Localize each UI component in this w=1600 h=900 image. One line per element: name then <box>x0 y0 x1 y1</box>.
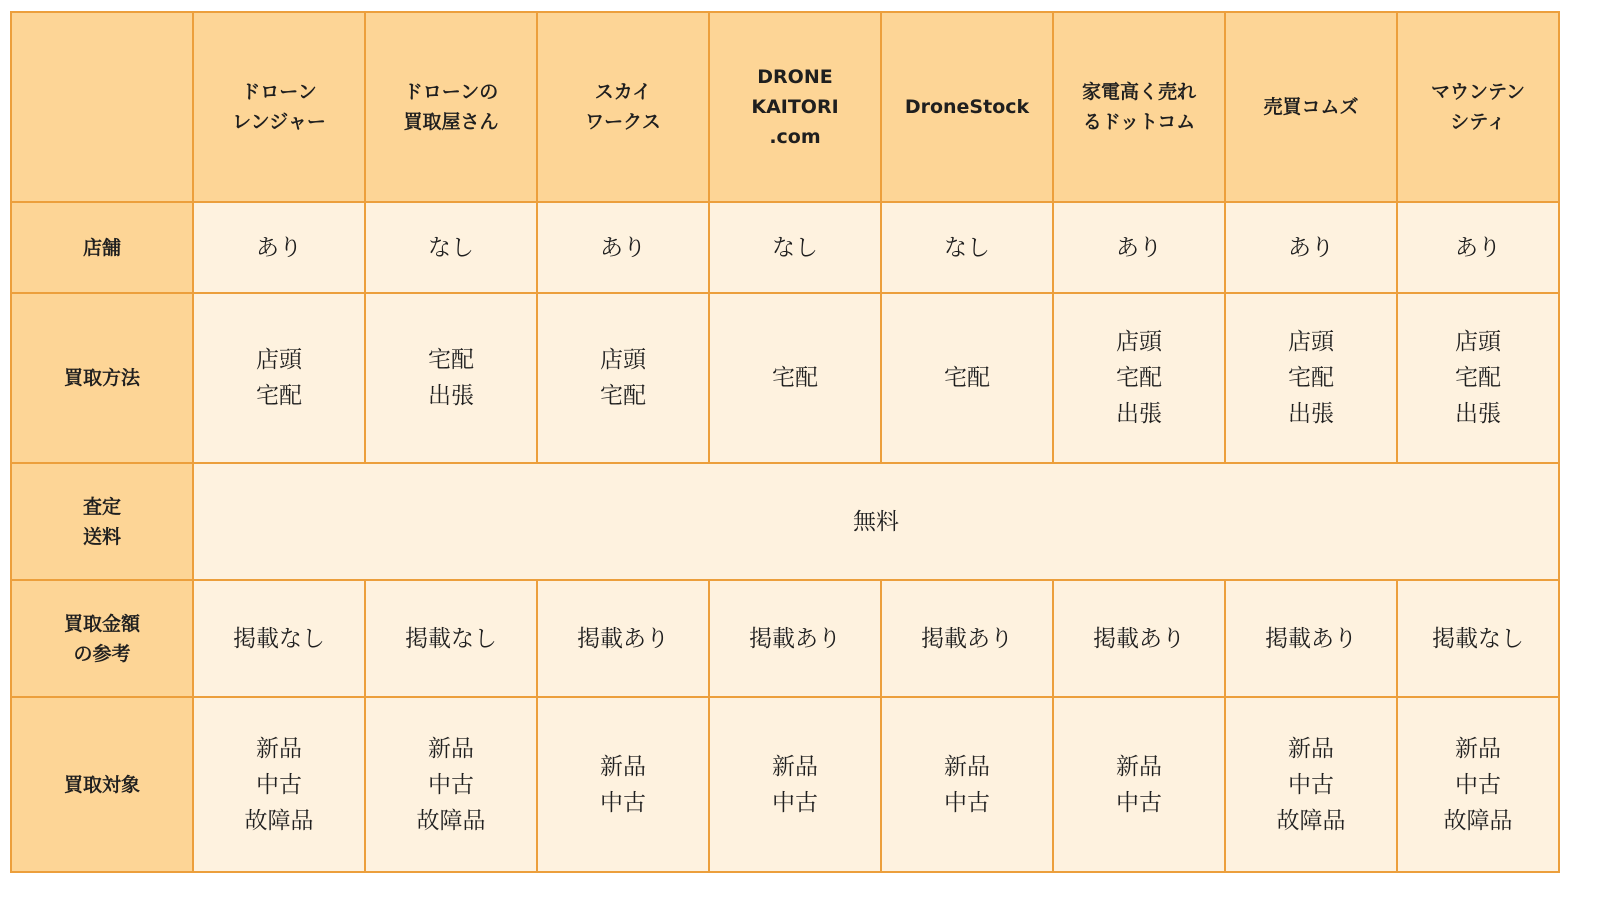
header-row <box>11 12 1559 202</box>
table-row-method <box>11 293 1559 463</box>
table-cell: 店頭 宅配 出張 <box>1225 293 1397 463</box>
row-header-store: 店舗 <box>11 202 193 293</box>
table-cell: 掲載あり <box>537 580 709 697</box>
table-cell: 新品 中古 <box>537 697 709 872</box>
table-cell: あり <box>1225 202 1397 293</box>
comparison-table-container <box>10 11 1560 873</box>
table-cell: なし <box>365 202 537 293</box>
table-cell: 新品 中古 <box>709 697 881 872</box>
row-header-price: 買取金額 の参考 <box>11 580 193 697</box>
table-cell: あり <box>537 202 709 293</box>
corner-cell <box>11 12 193 202</box>
table-cell: 宅配 <box>709 293 881 463</box>
column-header-sky-works: スカイ ワークス <box>537 12 709 202</box>
row-header-fee: 査定 送料 <box>11 463 193 580</box>
table-cell: 新品 中古 <box>881 697 1053 872</box>
row-header-method: 買取方法 <box>11 293 193 463</box>
table-cell: 掲載あり <box>1053 580 1225 697</box>
table-cell: 新品 中古 故障品 <box>365 697 537 872</box>
table-cell: 掲載なし <box>1397 580 1559 697</box>
table-row-fee <box>11 463 1559 580</box>
table-cell: 掲載なし <box>365 580 537 697</box>
table-cell: 店頭 宅配 出張 <box>1053 293 1225 463</box>
table-cell: 店頭 宅配 <box>193 293 365 463</box>
column-header-baibai-comz: 売買コムズ <box>1225 12 1397 202</box>
table-cell: あり <box>193 202 365 293</box>
table-cell: 掲載なし <box>193 580 365 697</box>
column-header-drone-ranger: ドローン レンジャー <box>193 12 365 202</box>
table-row-target <box>11 697 1559 872</box>
table-cell: 店頭 宅配 <box>537 293 709 463</box>
table-cell: あり <box>1053 202 1225 293</box>
table-cell: 新品 中古 故障品 <box>1225 697 1397 872</box>
table-cell: 店頭 宅配 出張 <box>1397 293 1559 463</box>
table-cell: なし <box>881 202 1053 293</box>
column-header-drone-kaitoriya: ドローンの 買取屋さん <box>365 12 537 202</box>
table-row-price <box>11 580 1559 697</box>
column-header-dronestock: DroneStock <box>881 12 1053 202</box>
column-header-kaden-takaku: 家電高く売れ るドットコム <box>1053 12 1225 202</box>
table-cell: なし <box>709 202 881 293</box>
table-cell: 宅配 出張 <box>365 293 537 463</box>
column-header-mountain-city: マウンテン シティ <box>1397 12 1559 202</box>
table-cell: 宅配 <box>881 293 1053 463</box>
column-header-drone-kaitori-com: DRONE KAITORI .com <box>709 12 881 202</box>
table-cell: 新品 中古 故障品 <box>1397 697 1559 872</box>
table-cell: 新品 中古 故障品 <box>193 697 365 872</box>
table-cell: 掲載あり <box>881 580 1053 697</box>
row-header-target: 買取対象 <box>11 697 193 872</box>
table-row-store <box>11 202 1559 293</box>
table-cell: 掲載あり <box>1225 580 1397 697</box>
merged-cell-fee: 無料 <box>193 463 1559 580</box>
drone-buyback-comparison-table <box>10 11 1560 873</box>
table-cell: 新品 中古 <box>1053 697 1225 872</box>
table-cell: 掲載あり <box>709 580 881 697</box>
table-cell: あり <box>1397 202 1559 293</box>
